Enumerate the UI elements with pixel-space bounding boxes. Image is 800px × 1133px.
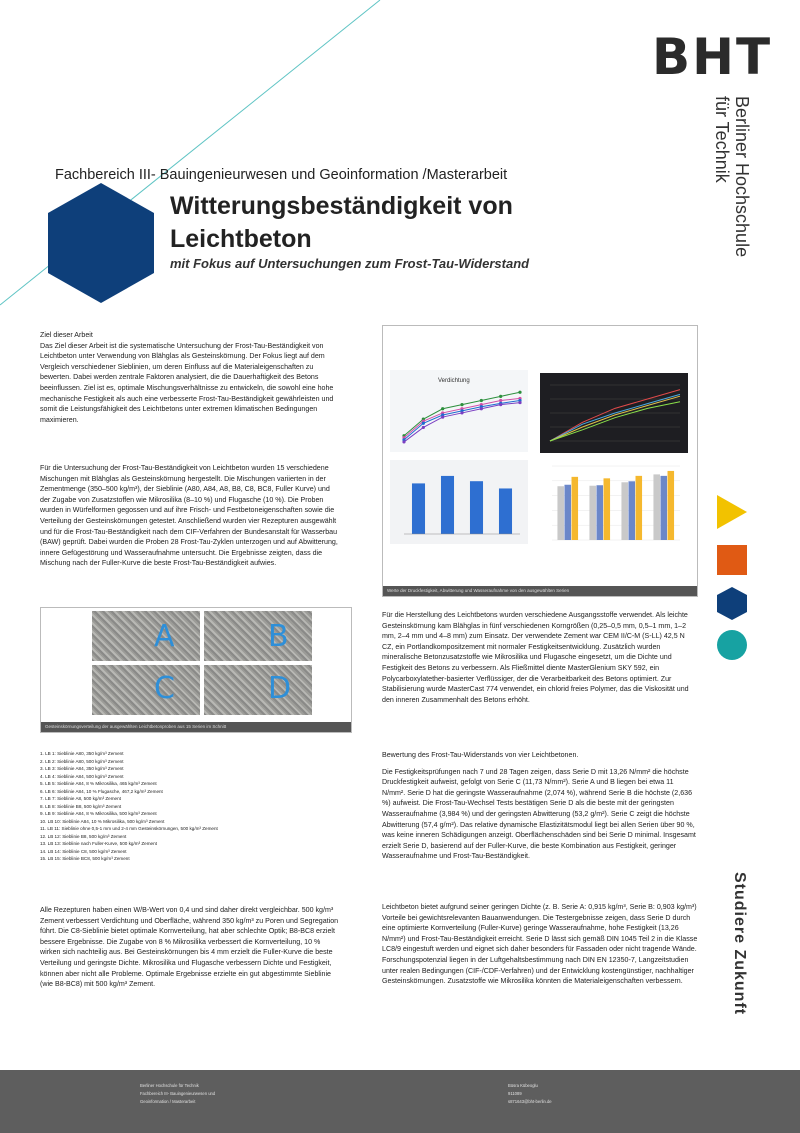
evaluation-heading: Bewertung des Frost-Tau-Widerstands von vier Leichtbetonen. xyxy=(382,751,579,759)
series-list-item: 2. LB 2: Sieblinie A80, 500 kg/m³ Zement xyxy=(40,758,124,764)
chart-line-1-point xyxy=(460,411,463,414)
chart-bar-2-bar xyxy=(604,478,611,540)
chart-bar-2-bar xyxy=(589,486,596,540)
chart-bar-1-bar xyxy=(441,476,454,534)
sample-letter-a: A xyxy=(154,619,175,654)
chart-line-1-point xyxy=(460,403,463,406)
series-list-item: 12. LB 12: Sieblinie B8, 500 kg/m³ Zement xyxy=(40,833,127,839)
footer xyxy=(0,1070,800,1133)
hexagon-shape xyxy=(48,183,154,303)
series-list-item: 4. LB 4: Sieblinie A84, 500 kg/m³ Zement xyxy=(40,773,124,779)
page-title xyxy=(170,190,570,256)
hexagon-small-shape xyxy=(717,587,747,620)
materials-section xyxy=(382,610,698,705)
footer-right: Büsra Kübeoglu 911089 s871643@bht-berlin.de xyxy=(508,1083,552,1104)
bht-name-text: Berliner Hochschule für Technik xyxy=(712,96,752,258)
chart-line-1-point xyxy=(441,407,444,410)
series-list-item: 5. LB 5: Sieblinie A84, 8 % Mikrosilika, 465 kg/m³ Zement xyxy=(40,781,157,786)
series-list-item: 15. LB 15: Sieblinie BC8, 500 kg/m³ Zement xyxy=(40,856,130,861)
chart-bar-1-bar xyxy=(412,483,425,534)
series-list-item: 14. LB 14: Sieblinie C8, 500 kg/m³ Zement xyxy=(40,848,127,854)
chart-line-1-point xyxy=(499,403,502,406)
chart-line-1-title: Verdichtung xyxy=(438,378,470,384)
chart-line-1-point xyxy=(518,401,521,404)
chart-bar-2 xyxy=(540,460,688,552)
side-slogan: Studiere Zukunft xyxy=(731,872,748,1016)
series-list-item: 3. LB 3: Sieblinie A84, 350 kg/m³ Zement xyxy=(40,766,124,771)
series-list xyxy=(40,750,340,863)
chart-bar-2-bar xyxy=(668,471,675,540)
intro-heading: Ziel dieser Arbeit xyxy=(40,331,93,339)
evaluation-section xyxy=(382,750,698,862)
chart-line-1 xyxy=(390,370,528,452)
circle-shape xyxy=(717,630,747,660)
method-body: Für die Untersuchung der Frost-Tau-Beständigkeit von Leichtbeton wurden 15 verschiedene Mischungen mit Blähglas als Gesteinskörnung hergestellt. Die Mischungen variierten in der Zementmenge (350–500 kg/m³), der Sieblinie (A80, A84, A8, B8, C8, BC8, Fuller Kurve) und der Zugabe von Zusatzstoffen wie Mikrosilika (8–10 %) und Flugasche (10 %). Die Proben wurden in Würfelformen gegossen und auf ihre Frisch- und Festbetoneigenschaften sowie die Verteilung der Gesteinskörnungen getestet. Anschließend wurden vier Rezepturen ausgewählt und für die Frost-Tau-Beständigkeit nach dem CIF-Verfahren der Bundesanstalt für Wasserbau (BAW) geprüft. Dabei wurden die Proben 28 Frost-Tau-Zyklen unterzogen und auf Abwitterung, innere Gefügestörung und Wasseraufnahme untersucht. Die Ergebnisse zeigten, dass die Mischung nach der Fuller-Kurve die beste Frost-Tau-Beständigkeit aufwies. xyxy=(40,464,338,568)
results-left-section xyxy=(40,905,340,990)
sample-a xyxy=(92,611,200,661)
chart-line-2 xyxy=(540,373,688,453)
sample-letter-c: C xyxy=(154,671,175,706)
sample-letter-b: B xyxy=(268,619,289,654)
chart-line-1-point xyxy=(422,426,425,429)
chart-bar-2-bar xyxy=(636,476,643,540)
conclusion-body: Leichtbeton bietet aufgrund seiner geringen Dichte (z. B. Serie A: 0,915 kg/m³, Serie B: 0,903 kg/m³) Vorteile bei gewichtsrelevanten Bauanwendungen. Die Testergebnisse zeigen, dass Serie D durch eine optimierte Kornverteilung (Fuller-Kurve) geringe Wasseraufnahme, hohe Festigkeit (13,26 N/mm²) und Frost-Tau-Beständigkeit erreicht. Serie D lässt sich gemäß DIN 1045 Teil 2 in die Klasse LC8/9 eingestuft werden und eignet sich daher besonders für Fassaden oder nicht tragende Wände. Forschungspotenzial liegen in der Luftgehaltsbestimmung nach DIN EN 12350-7, Langzeitstudien unter realen Bedingungen (CIF-/CDF-Verfahren) und der Entwicklung kostengünstiger, nachhaltiger Gesteinskörnungen. Zusatzstoffe wie Mikrosilika könnten die Materialeigenschaften verbessern. xyxy=(382,903,698,986)
series-list-item: 11. LB 11: Sieblinie ohne 0,5-1 mm und 2-4 mm Gesteinskörnungen, 500 kg/m³ Zement xyxy=(40,826,218,831)
triangle-shape xyxy=(717,495,747,529)
footer-left: Berliner Hochschule für Technik Fachbereich III- Bauingenieurwesen und Geoinformation / Masterarbeit xyxy=(140,1083,216,1104)
sample-d xyxy=(204,665,312,715)
chart-line-1-point xyxy=(441,415,444,418)
results-left-body: Alle Rezepturen haben einen W/B-Wert von 0,4 und sind daher direkt vergleichbar. 500 kg/m³ Zement verbessert Verdichtung und Oberfläche, während 350 kg/m³ zu Poren und Segregation führt. Die C8-Sieblinie bietet optimale Kornverteilung, hat aber schlechte Optik; B8-BC8 erzielt bessere Ergebnisse. Die Zugabe von 8 % Mikrosilika verbessert die Kornverteilung, 10 % wirken sich nachteilig aus. Bei Gesteinskörnungen bis 4 mm erzielt die Fuller-Kurve die beste Verteilung und geringste Dichte. Mikrosilika und Flugasche verbessern Dichte und Festigkeit, können aber nicht alle Probleme. Optimale Ergebnisse erzielte ein gut abgestimmte Sieblinie (wie B8-BC8) mit 500 kg/m³ Zement. xyxy=(40,906,339,989)
series-list-item: 13. LB 13: Sieblinie nach Fuller-Kurve, 500 kg/m³ Zement xyxy=(40,841,157,846)
square-shape xyxy=(717,545,747,575)
series-list-item: 6. LB 6: Sieblinie A84, 10 % Flugasche, 467,2 kg/m³ Zement xyxy=(40,788,163,794)
chart-line-1-point xyxy=(422,422,425,425)
chart-bar-1-bar xyxy=(499,488,512,534)
series-list-item: 8. LB 8: Sieblinie B8, 500 kg/m³ Zement xyxy=(40,803,122,809)
series-list-item: 10. LB 10: Sieblinie A84, 10 % Mikrosilika, 500 kg/m³ Zement xyxy=(40,818,165,824)
title-line-2: Leichtbeton xyxy=(170,225,312,253)
chart-bar-1 xyxy=(390,460,528,544)
results-figure-caption: Werte der Druckfestigkeit, Abwitterung und Wasseraufnahme von den ausgewählten Serien xyxy=(383,586,697,596)
chart-line-1-point xyxy=(480,399,483,402)
faculty-line: Fachbereich III- Bauingenieurwesen und Geoinformation /Masterarbeit xyxy=(55,167,508,183)
chart-bar-2-bar xyxy=(572,477,579,540)
samples-figure-caption: Gesteinskörnungsverteilung der ausgewählten Leichtbetonproben aus 15 Serien im Schnitt xyxy=(41,722,351,732)
chart-bar-2-bar xyxy=(596,485,603,540)
series-list-item: 7. LB 7: Sieblinie A8, 500 kg/m³ Zement xyxy=(40,796,121,801)
series-list-item: 1. LB 1: Sieblinie A80, 350 kg/m³ Zement xyxy=(40,751,124,756)
chart-line-1-point xyxy=(518,391,521,394)
chart-bar-2-bar xyxy=(557,486,564,540)
bht-name xyxy=(712,96,782,296)
samples-grid xyxy=(92,611,314,715)
sample-letter-d: D xyxy=(268,671,292,706)
page-subtitle: mit Fokus auf Untersuchungen zum Frost-Tau-Widerstand xyxy=(170,256,530,271)
chart-bar-2-bar xyxy=(621,482,628,540)
evaluation-body: Die Festigkeitsprüfungen nach 7 und 28 Tagen zeigen, dass Serie D mit 13,26 N/mm² die höchste Druckfestigkeit aufweist, gefolgt von Serie C (11,73 N/mm²). Serie A und B liegen bei etwa 11 N/mm². Serie D hat die geringste Wasseraufnahme (2,074 %), während Serie B die höchste (2,636 %) aufweist. Die Frost-Tau-Wechsel Tests bestätigen Serie D als die beste mit der geringsten Wasseraufnahme (3,984 %) und der geringsten Abwitterung (53,2 g/m²). Serie C zeigt die höchste Abwitterung (57,4 g/m²). Das relative dynamische Elastizitätsmodul liegt bei allen Serien über 90 %, was keine inneren Schädigungen anzeigt. Oberflächenschäden sind bei Serie D minimal. Insgesamt erzielt Serie D, basierend auf der Fuller-Kurve, die beste Kombination aus Festigkeit, geringer Wasseraufnahme und Frost-Tau-Beständigkeit. xyxy=(382,767,696,861)
chart-bar-2-bar xyxy=(564,485,571,540)
chart-bar-1-bar xyxy=(470,481,483,534)
chart-bar-2-bar xyxy=(628,481,635,540)
chart-bar-2-bar xyxy=(653,474,660,540)
chart-line-1-point xyxy=(499,399,502,402)
materials-body: Für die Herstellung des Leichtbetons wurden verschiedene Ausgangsstoffe verwendet. Als leichte Gesteinskörnung kam Blähglas in fünf verschiedenen Korngrößen (0,25–0,5 mm, 0,5–1 mm, 1–2 mm, 2–4 mm und 4–8 mm) zum Einsatz. Der verwendete Zement war CEM II/C-M (S-LL) 42,5 N CZ, ein Portlandkompositzement mit normaler Festigkeitsentwicklung. Zusätzlich wurden mineralische Betonzusatzstoffe wie Mikrosilika und Flugasche eingesetzt, um die Dichte und Festigkeit des Betons zu verbessern. Als Fließmittel diente MasterGlenium SKY 592, ein Polycarboxylatether-basierter Verflüssiger, der die Verarbeitbarkeit des Betons optimiert. Zur Stabilisierung wurde MasterCast 774 verwendet, ein chlorid freies Polymer, das die Viskosität und den inneren Zusammenhalt des Betons erhöht. xyxy=(382,611,689,704)
chart-bar-2-bar xyxy=(660,476,667,540)
chart-line-1-point xyxy=(402,440,405,443)
intro-section xyxy=(40,330,340,425)
conclusion-section xyxy=(382,902,698,987)
chart-line-1-point xyxy=(499,395,502,398)
sample-c xyxy=(92,665,200,715)
intro-body: Das Ziel dieser Arbeit ist die systematische Untersuchung der Frost-Tau-Beständigkeit von Leichtbeton unter Verwendung von Blähglas als Gesteinskörnung. Der Fokus liegt auf dem Vergleich verschiedener Sieblinien, um deren Einfluss auf die Materialeigenschaften zu bewerten. Dabei werden zentrale Faktoren analysiert, die die Dauerhaftigkeit des Betons beeinflussen. Ziel ist es, optimale Mischungsverhältnisse zu entwickeln, die sowohl eine hohe mechanische Festigkeit als auch eine verbesserte Frost-Tau-Beständigkeit gewährleisten und somit die Leistungsfähigkeit des Leichtbetons unter extremen klimatischen Bedingungen maximieren. xyxy=(40,341,334,424)
side-shapes xyxy=(712,495,752,670)
bht-logo: BHT xyxy=(652,28,773,86)
sample-b xyxy=(204,611,312,661)
chart-line-1-point xyxy=(480,407,483,410)
method-section xyxy=(40,463,340,569)
series-list-item: 9. LB 9: Sieblinie A84, 8 % Mikrosilika, 500 kg/m³ Zement xyxy=(40,811,157,816)
title-line-1: Witterungsbeständigkeit von xyxy=(170,192,513,220)
